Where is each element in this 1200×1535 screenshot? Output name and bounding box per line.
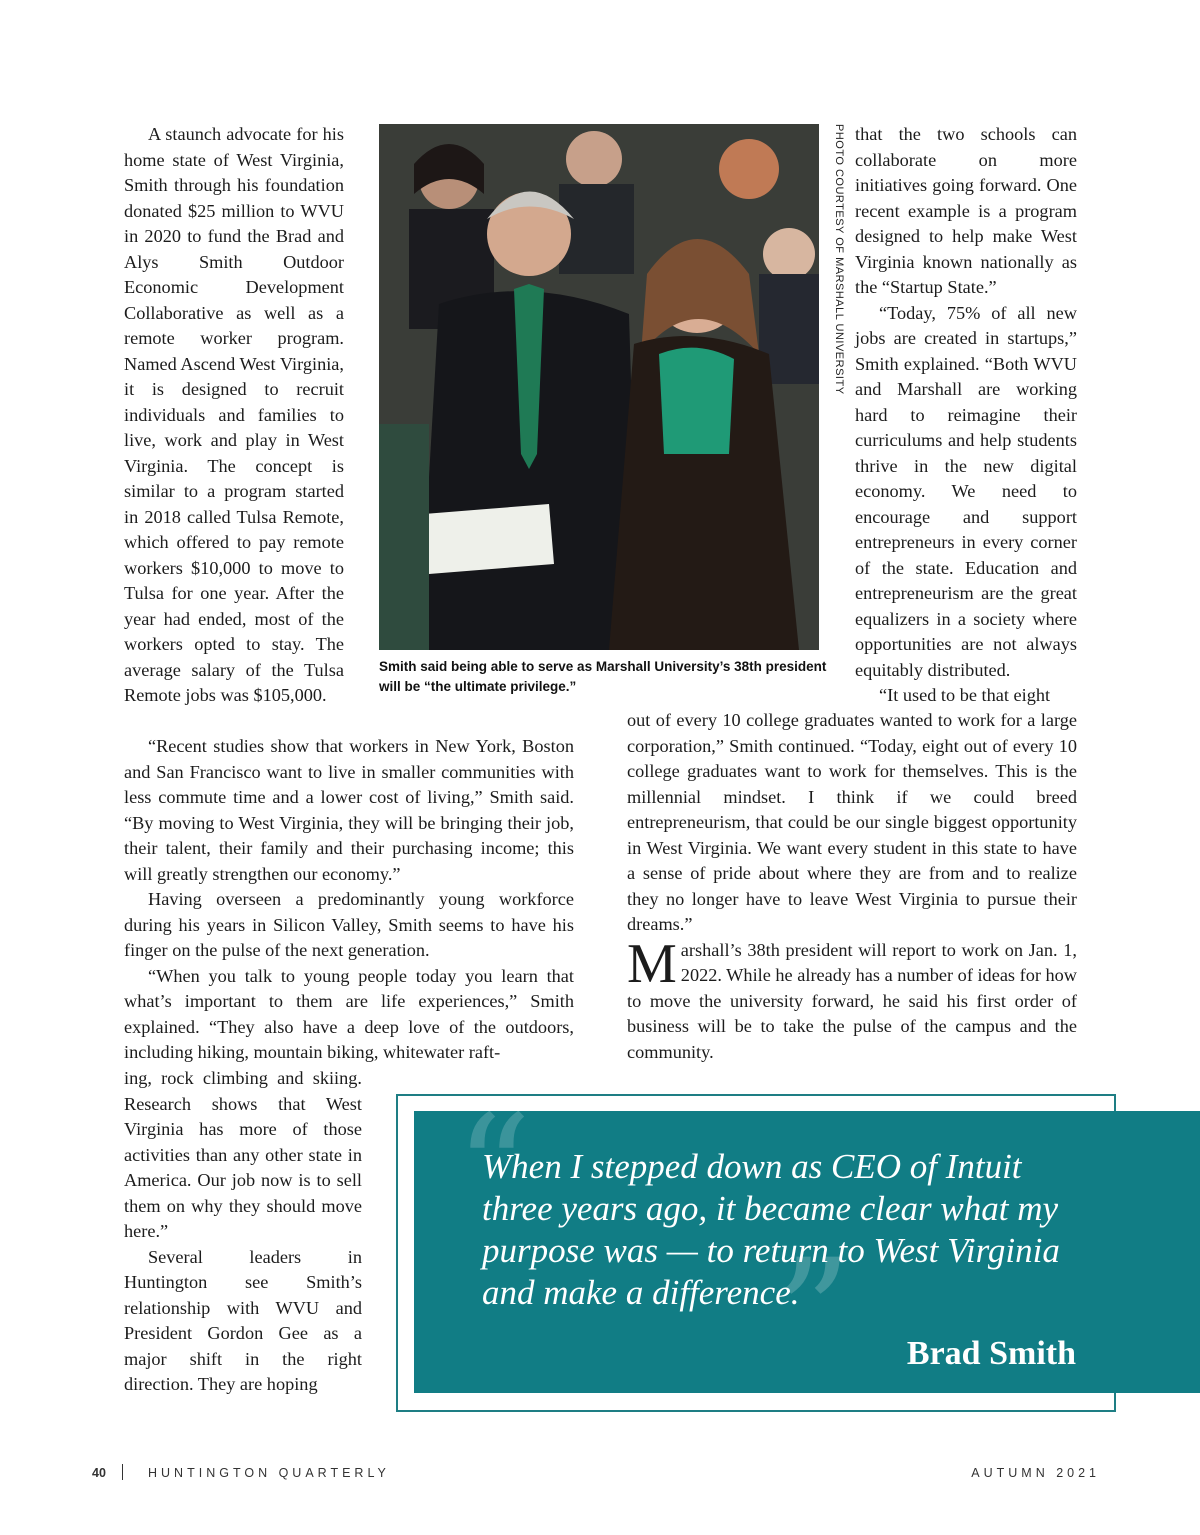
pullquote-text: When I stepped down as CEO of Intuit three years ago, it became clear what my purpose was — to return to West Virginia and make a difference. xyxy=(482,1147,1060,1312)
page-number: 40 xyxy=(92,1466,106,1480)
page-footer xyxy=(92,1466,1100,1486)
paragraph: A staunch advocate for his home state of West Virginia, Smith through his foundation donated $25 million to WVU in 2020 to fund the Brad and Alys Smith Outdoor Economic Development Collaborative as well as a remote worker program. Named Ascend West Virginia, it is designed to recruit individuals and families to live, work and play in West Virginia. The concept is similar to a program started in 2018 called Tulsa Remote, which offered to pay remote workers $10,000 to move to Tulsa for one year. After the year had ended, most of the workers opted to stay. The average salary of the Tulsa Remote jobs was $105,000. xyxy=(124,124,344,705)
paragraph-continued: out of every 10 college graduates wanted to work for a large corporation,” Smith continued. “Today, eight out of every 10 college graduates want to work for themselves. This is the millennial mindset. I think if we could breed entrepreneurism, that could be our single biggest opportunity in West Virginia. We want every student in this state to have a sense of pride about where they are from and to realize they no longer have to leave West Virginia to pursue their dreams.” xyxy=(627,710,1077,934)
drop-cap: M xyxy=(627,932,677,995)
paragraph: “It used to be that eight xyxy=(879,685,1051,705)
photo-caption: Smith said being able to serve as Marshall University’s 38th president will be “the ultimate privilege.” xyxy=(379,659,827,694)
close-quote-mark-icon: ” xyxy=(775,1228,852,1402)
closing-text: arshall’s 38th president will report to work on Jan. 1, 2022. While he already has a number of ideas for how to move the university forward, he said his first order of business will be to take the pulse of the campus and the community. xyxy=(627,939,1077,1062)
article-column-right-top xyxy=(855,122,1077,709)
article-column-left-bottom xyxy=(124,1066,362,1398)
closing-paragraph xyxy=(627,932,1077,1066)
paragraph: “Today, 75% of all new jobs are created in startups,” Smith explained. “Both WVU and Marshall are working hard to reimagine their curriculums and help students thrive in the new digital economy. We need to encourage and support entrepreneurs in every corner of the state. Education and entrepreneurism are the great equalizers in a society where opportunities are not always equitably distributed. xyxy=(855,302,1077,680)
paragraph-continued: ing, rock climbing and skiing. Research shows that West Virginia has more of those activities than any other state in America. Our job now is to sell them on why they should move here.” xyxy=(124,1068,362,1241)
photo-credit: PHOTO COURTESY OF MARSHALL UNIVERSITY xyxy=(833,124,845,395)
pullquote-author: Brad Smith xyxy=(906,1335,1076,1372)
paragraph: “When you talk to young people today you learn that what’s important to them are life experiences,” Smith explained. “They also have a deep love of the outdoors, including hiking, mountain biking, whitewater raft- xyxy=(124,965,574,1062)
publication-name: HUNTINGTON QUARTERLY xyxy=(148,1466,390,1480)
article-column-right-bottom xyxy=(627,708,1077,1065)
article-column-left-top xyxy=(124,122,344,709)
paragraph: Having overseen a predominantly young workforce during his years in Silicon Valley, Smith seems to have his finger on the pulse of the next generation. xyxy=(124,889,574,960)
issue-label: AUTUMN 2021 xyxy=(971,1466,1100,1480)
paragraph: “Recent studies show that workers in New York, Boston and San Francisco want to live in smaller communities with less commute time and a lower cost of living,” Smith said. “By moving to West Virginia, they will be bringing their job, their talent, their family and their purchasing income; this will greatly strengthen our economy.” xyxy=(124,736,574,884)
crowd-illustration xyxy=(379,124,819,650)
footer-divider xyxy=(122,1464,123,1480)
paragraph-continued: that the two schools can collaborate on more initiatives going forward. One recent example is a program designed to help make West Virginia known nationally as the “Startup State.” xyxy=(855,124,1077,297)
open-quote-mark-icon: “ xyxy=(455,1084,532,1258)
article-column-middle xyxy=(124,734,574,1066)
event-photo xyxy=(379,124,819,650)
paragraph: Several leaders in Huntington see Smith’s relationship with WVU and President Gordon Gee as a major shift in the right direction. They are hoping xyxy=(124,1246,362,1394)
